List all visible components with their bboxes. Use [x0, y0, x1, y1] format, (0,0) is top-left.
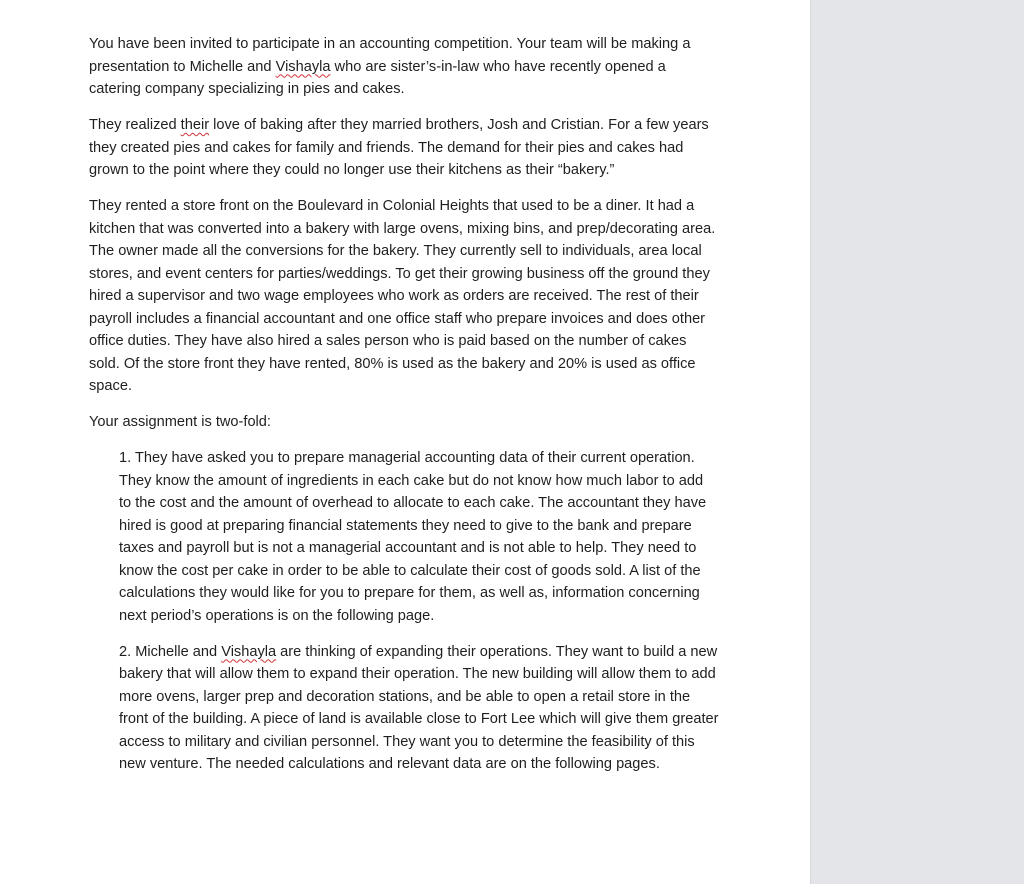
document-body[interactable] [89, 33, 719, 789]
text-run: 2. Michelle and [119, 643, 222, 660]
misspelled-word[interactable]: their [180, 117, 210, 133]
text-run: 1. They have asked you to prepare managerial accounting data of their current operation. They know the amount of ingredients in each cake but do not know how much labor to add to the cost and the amount of overhead to allocate to each cake. The accountant they have hired is good at preparing financial statements they need to give to the bank and prepare taxes and payroll but is not a managerial accountant and is not able to help. They need to know the cost per cake in order to be able to calculate their cost of goods sold. A list of the calculations they would like for you to prepare for them, as well as, information concerning next period’s operations is on the following page. [119, 450, 707, 624]
workspace-background [811, 0, 1024, 884]
text-run: They realized [89, 117, 181, 133]
text-run: You have been invited to participate in an accounting competition. Your team will be making a presentation to Michelle and [89, 36, 691, 75]
text-run: love of baking after they married brothers, Josh and Cristian. For a few years they created pies and cakes for family and friends. The demand for their pies and cakes had grown to the point where they could no longer use their kitchens as their “bakery.” [89, 117, 709, 178]
misspelled-word[interactable]: Vishayla [221, 643, 277, 660]
text-run: Your assignment is two-fold: [89, 414, 271, 430]
list-item-managerial-accounting [119, 447, 719, 627]
text-run: They rented a store front on the Boulevard in Colonial Heights that used to be a diner. It had a kitchen that was converted into a bakery with large ovens, mixing bins, and prep/decorating area. The owner made all the conversions for the bakery. They currently sell to individuals, area local stores, and event centers for parties/weddings. To get their growing business off the ground they hired a supervisor and two wage employees who work as orders are received. The rest of their payroll includes a financial accountant and one office staff who prepare invoices and does other office duties. They have also hired a sales person who is paid based on the number of cakes sold. Of the store front they have rented, 80% is used as the bakery and 20% is used as office space. [89, 198, 716, 394]
text-run: are thinking of expanding their operations. They want to build a new bakery that will allow them to expand their operation. The new building will allow them to add more ovens, larger prep and decoration stations, and be able to open a retail store in the front of the building. A piece of land is available close to Fort Lee which will give them greater access to military and civilian personnel. They want you to determine the feasibility of this new venture. The needed calculations and relevant data are on the following pages. [119, 643, 719, 772]
text-run: who are sister’s-in-law who have recently opened a catering company specializing in pies and cakes. [89, 58, 666, 97]
paragraph-background [89, 114, 719, 182]
paragraph-assignment [89, 411, 719, 434]
misspelled-word[interactable]: Vishayla [275, 58, 331, 75]
paragraph-intro [89, 33, 719, 101]
list-item-expansion [119, 641, 719, 776]
paragraph-store-front [89, 195, 719, 398]
